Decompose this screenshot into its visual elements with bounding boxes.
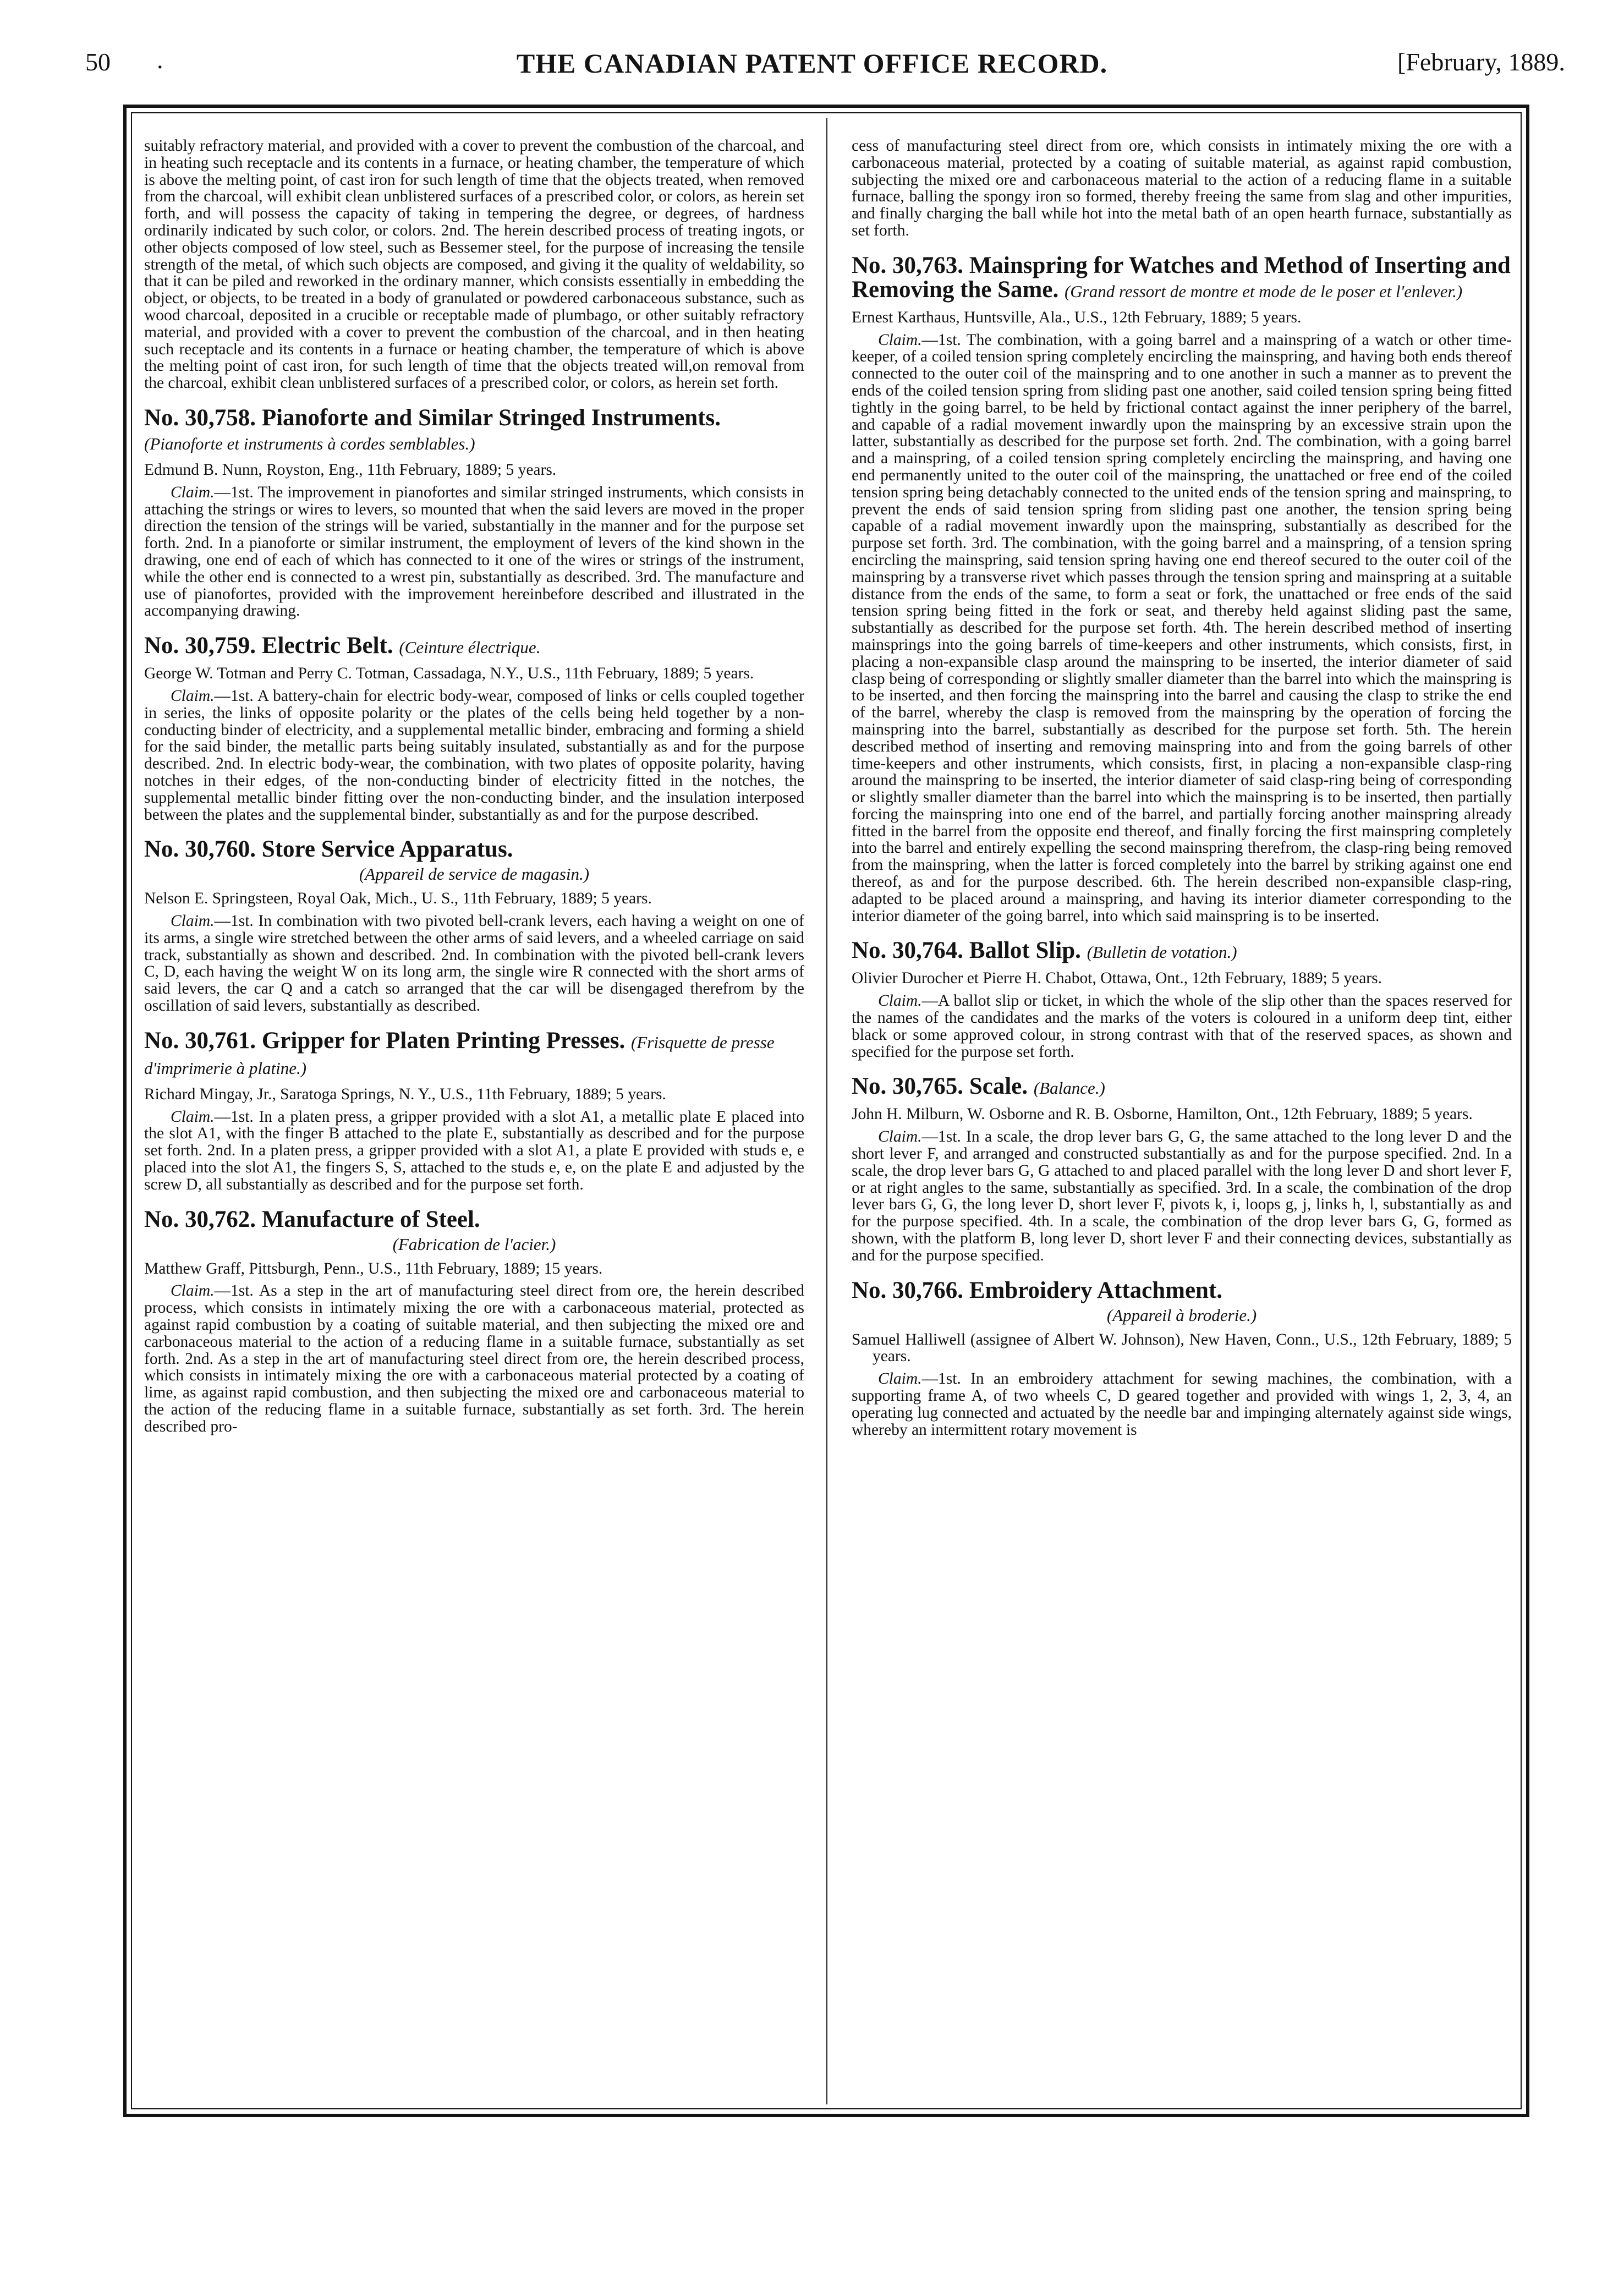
claim-text [144,1109,804,1193]
continued-claim-text: suitably refractory material, and provided with a cover to prevent the combustion of the charcoal, and in heating such receptacle and its contents in a furnace, or heating chamber, the temperature of which is above the melting point, of cast iron for such length of time that the objects treated, when removed from the charcoal, will exhibit clean unblistered surfaces of a prescribed color, or colors, as herein set forth, and will possess the capacity of taking in tempering the degree, or degrees, of hardness ordinarily indicated by such color, or colors. 2nd. The herein described process of treating ingots, or other objects composed of low steel, such as Bessemer steel, for the purpose of increasing the tensile strength of the metal, of which such objects are composed, and giving it the quality of weldability, so that it can be piled and reworked in the ordinary manner, which consists essentially in embedding the object, or objects, to be treated in a body of granulated or powdered carbonaceous substance, such as wood charcoal, deposited in a crucible or receptable made of plumbago, or other suitably refractory material, and provided with a cover to prevent the combustion of the charcoal, and in then heating such receptacle and its contents in a furnace or heating chamber, the temperature of which is above the melting point of cast iron, for such length of time that the objects treated will,on removal from the charcoal, exhibit clean unblistered surfaces of a prescribed color, or colors, as herein set forth. [144,137,804,392]
inventor-line: Edmund B. Nunn, Royston, Eng., 11th February, 1889; 5 years. [144,460,557,479]
header-separator: . [157,46,163,74]
patent-entry-30764 [852,939,1512,1060]
patent-number: No. 30,765. [852,1073,964,1100]
claim-label: Claim. [171,912,215,930]
inventor-line: Samuel Halliwell (assignee of Albert W. Johnson), New Haven, Conn., U.S., 12th February, 1889; 5 years. [852,1330,1512,1366]
french-title: (Grand ressort de montre et mode de le poser et l'enlever.) [1064,281,1463,301]
claim-label: Claim. [171,483,215,501]
patent-number: No. 30,763. [852,252,964,278]
patent-heading [852,939,1512,964]
patent-heading [144,634,804,660]
patent-title: Store Service Apparatus. [261,836,513,863]
patent-title: Pianoforte and Similar Stringed Instruments. [261,404,721,431]
claim-label: Claim. [171,687,215,705]
claim-body: —1st. A battery-chain for electric body-wear, composed of links or cells coupled together in series, the links of opposite polarity or the plates of the cells being held together by a non-conducting binder of electricity, and a supplemental metallic binder, embracing and forming a shield for the said binder, the metallic parts being suitably insulated, substantially as and for the purpose described. 2nd. In electric body-wear, the combination, with two plates of opposite polarity, having notches in their edges, of the non-conducting binder of electricity fitted in the notches, the supplemental metallic binder fitting over the non-conducting binder, and the insulation interposed between the plates and the supplemental binder, substantially as and for the purpose described. [144,687,804,824]
patent-heading [144,1029,804,1081]
patent-entry-30763 [852,254,1512,925]
claim-body: —A ballot slip or ticket, in which the whole of the slip other than the spaces reserved for the names of the candidates and the marks of the voters is coloured in a uniform deep tint, either black or some approved colour, in strong contrast with that of the reserved spaces, as shown and specified for the purpose set forth. [852,992,1512,1061]
patent-entry-30758 [144,406,804,619]
continued-claim-text: cess of manufacturing steel direct from ore, which consists in intimately mixing the ore with a carbonaceous material, protected by a coating of suitable material, as against rapid combustion, subjecting the mixed ore and carbonaceous material to the action of a reducing flame in a suitable furnace, balling the spongy iron so formed, thereby freeing the same from slag and other impurities, and finally charging the ball while hot into the metal bath of an open hearth furnace, substantially as set forth. [852,137,1512,239]
claim-text [852,332,1512,925]
patent-number: No. 30,762. [144,1206,256,1232]
patent-heading [852,1074,1512,1100]
inventor-line: Matthew Graff, Pittsburgh, Penn., U.S., 11th February, 1889; 15 years. [144,1259,603,1277]
claim-label: Claim. [878,1128,922,1146]
patent-heading [144,837,804,885]
claim-text [852,1370,1512,1438]
patent-entry-30766 [852,1279,1512,1439]
claim-text [852,1128,1512,1264]
journal-title: THE CANADIAN PATENT OFFICE RECORD. [516,48,1108,79]
inventor-line: Olivier Durocher et Pierre H. Chabot, Ottawa, Ont., 12th February, 1889; 5 years. [852,969,1382,988]
column-divider [826,118,827,2104]
patent-title: Scale. [969,1073,1028,1100]
inventor-line: Richard Mingay, Jr., Saratoga Springs, N. Y., U.S., 11th February, 1889; 5 years. [144,1085,666,1103]
patent-entry-30759 [144,634,804,823]
patent-title: Embroidery Attachment. [969,1277,1223,1303]
claim-label: Claim. [878,992,922,1010]
patent-heading [144,406,804,456]
patent-entry-30760 [144,837,804,1015]
claim-text [852,993,1512,1060]
left-column [144,138,804,1435]
page-header [0,47,1624,86]
claim-label: Claim. [878,1370,922,1388]
french-title: (Fabrication de l'acier.) [392,1234,556,1254]
patent-title: Manufacture of Steel. [261,1206,480,1232]
patent-number: No. 30,758. [144,404,256,431]
issue-date: [February, 1889. [1397,48,1565,76]
inventor-line: Nelson E. Springsteen, Royal Oak, Mich., U. S., 11th February, 1889; 5 years. [144,890,652,908]
french-title: (Appareil de service de magasin.) [359,864,590,884]
claim-body: —1st. In an embroidery attachment for sewing machines, the combination, with a supporting frame A, of two wheels C, D geared together and provided with wings 1, 2, 3, 4, an operating lug connected and actuated by the needle bar and impinging alternately against side wings, whereby an intermittent rotary movement is [852,1370,1512,1439]
claim-body: —1st. The improvement in pianofortes and similar stringed instruments, which consists in attaching the strings or wires to levers, so mounted that when the said levers are moved in the proper direction the tension of the strings will be varied, substantially in the manner and for the purpose set forth. 2nd. In a pianoforte or similar instrument, the employment of levers of the kind shown in the drawing, one end of each of which has connected to it one of the wires or strings of the instrument, while the other end is connected to a wrest pin, substantially as described. 3rd. The manufacture and use of pianofortes, provided with the improvement hereinbefore described and illustrated in the accompanying drawing. [144,483,804,620]
claim-body: —1st. In combination with two pivoted bell-crank levers, each having a weight on one of its arms, a single wire stretched between the other arms of said levers, and a wheeled carriage on said track, substantially as shown and described. 2nd. In combination with the pivoted bell-crank levers C, D, each having the weight W on its long arm, the single wire R connected with the short arms of said levers, the car Q and a catch so arranged that the car will be disengaged therefrom by the oscillation of said levers, substantially as described. [144,912,804,1015]
patent-title: Electric Belt. [261,633,393,659]
patent-number: No. 30,764. [852,937,964,964]
inventor-line: Ernest Karthaus, Huntsville, Ala., U.S., 12th February, 1889; 5 years. [852,308,1302,326]
patent-title: Mainspring for Watches and Method of Inserting and Removing the Same. [852,252,1511,303]
french-title: (Ceinture électrique. [399,638,541,657]
patent-title: Ballot Slip. [969,937,1081,964]
patent-number: No. 30,766. [852,1277,964,1303]
french-title: (Balance.) [1033,1078,1105,1098]
french-title: (Bulletin de votation.) [1087,942,1237,962]
claim-label: Claim. [171,1282,215,1300]
claim-label: Claim. [878,331,922,349]
claim-text [144,913,804,1015]
claim-text [144,1282,804,1435]
inventor-line: John H. Milburn, W. Osborne and R. B. Osborne, Hamilton, Ont., 12th February, 1889; 5 years. [852,1105,1473,1123]
patent-number: No. 30,761. [144,1027,256,1054]
inventor-line: George W. Totman and Perry C. Totman, Cassadaga, N.Y., U.S., 11th February, 1889; 5 years. [144,665,754,683]
claim-body: —1st. As a step in the art of manufacturing steel direct from ore, the herein described process, which consists in intimately mixing the ore with a carbonaceous material, protected as against rapid combustion by a coating of suitable material, and then subjecting the mixed ore and carbonaceous material to the action of a reducing flame in a suitable furnace, substantially as set forth. 2nd. As a step in the art of manufacturing steel direct from ore, the herein described process, which consists in intimately mixing the ore with a carbonaceous material protected by a coating of lime, as against rapid combustion, and then subjecting the mixed ore and carbonaceous material to the action of the reducing flame in a suitable furnace, substantially as set forth. 3rd. The herein described pro- [144,1282,804,1435]
french-title: (Appareil à broderie.) [1106,1305,1257,1325]
patent-title: Gripper for Platen Printing Presses. [261,1027,626,1054]
claim-text [144,688,804,823]
claim-body: —1st. In a scale, the drop lever bars G, G, the same attached to the long lever D and the short lever F, and arranged and constructed substantially as and for the purpose specified. 2nd. In a scale, the drop lever bars G, G attached to and placed parallel with the long lever D and short lever F, or at right angles to the same, substantially as specified. 3rd. In a scale, the combination of the drop lever bars G, G, the long lever D, short lever F, pivots k, i, loops g, j, links h, l, substantially as and for the purpose specified. 4th. In a scale, the combination of the drop lever bars G, G, formed as shown, with the platform B, long lever D, short lever F and their connecting devices, substantially as and for the purpose specified. [852,1128,1512,1264]
patent-entry-30765 [852,1074,1512,1264]
patent-number: No. 30,760. [144,836,256,863]
claim-body: —1st. The combination, with a going barrel and a mainspring of a watch or other time-keeper, of a coiled tension spring completely encircling the mainspring, and having both ends thereof connected to the outer coil of the mainspring and to one another in such a manner as to prevent the ends of the coiled tension spring from sliding past one another, said coiled tension spring being fitted tightly in the going barrel, to be held by frictional contact against the inner periphery of the barrel, and capable of a radial movement inwardly upon the mainspring by an excessive strain upon the latter, substantially as described for the purpose set forth. 2nd. The combination, with a going barrel and a mainspring, of a coiled tension spring completely encircling the mainspring, and having one end permanently united to the outer coil of the mainspring, the unattached or free end of the coiled tension spring being detachably connected to the united ends of the tension spring and mainspring, to prevent the ends of said tension spring from sliding past one another, the tension spring being capable of a radial movement inwardly upon the mainspring, substantially as described for the purpose set forth. 3rd. The combination, with the going barrel and a mainspring, of a tension spring encircling the mainspring, said tension spring having one end thereof secured to the outer coil of the mainspring by a transverse rivet which passes through the tension spring and mainspring at a suitable distance from the ends of the same, to form a seat or fork, the unattached or free ends of the said tension spring being fitted in the fork or seat, and thereby held against sliding past the same, substantially as described for the purpose set forth. 4th. The herein described method of inserting mainsprings into the going barrels of time-keepers and other instruments, which consists, first, in placing a non-expansible clasp around the mainspring to be inserted, the interior diameter of said clasp being of corresponding or slightly smaller diameter than the barrel into which the mainspring is to be inserted, and then forcing the mainspring into the barrel and causing the clasp to strike the end of the barrel, whereby the clasp is removed from the mainspring by the operation of forcing the mainspring into the barrel, substantially as described for the purpose set forth. 5th. The herein described method of inserting and removing mainspring into and from the going barrels of other time-keepers and other instruments, which consists, first, in placing a non-expansible clasp-ring around the mainspring to be inserted, the interior diameter of said clasp-ring being of corresponding or slightly smaller diameter than the barrel into which the mainspring is to be inserted, then partially forcing the mainspring into one end of the barrel, and partially forcing another mainspring already fitted in the barrel from the opposite end thereof, and finally forcing the first mainspring completely into the barrel and entirely expelling the second mainspring therefrom, the clasp-ring being removed from the mainspring, when the latter is forced completely into the barrel by striking against one end thereof, as and for the purpose described. 6th. The herein described non-expansible clasp-ring, adapted to be placed around a mainspring, and having its interior diameter corresponding to the interior diameter of the going barrel, into which said mainspring is to be inserted. [852,331,1512,925]
french-title: (Pianoforte et instruments à cordes semblables.) [144,434,475,453]
patent-entry-30762 [144,1208,804,1435]
claim-body: —1st. In a platen press, a gripper provided with a slot A1, a metallic plate E placed into the slot A1, with the finger B attached to the plate E, substantially as described and for the purpose set forth. 2nd. In a platen press, a gripper provided with a slot A1, a plate E provided with studs e, e placed into the slot A1, the fingers S, S, attached to the studs e, e, on the plate E and adjusted by the screw D, all substantially as described and for the purpose set forth. [144,1107,804,1193]
claim-label: Claim. [171,1107,215,1126]
patent-heading [852,254,1512,304]
claim-text [144,484,804,619]
patent-number: No. 30,759. [144,633,256,659]
french-title: (Frisquette de presse d'imprimerie à platine.) [144,1032,775,1078]
patent-heading [852,1279,1512,1326]
patent-entry-30761 [144,1029,804,1193]
right-column [852,138,1512,1438]
patent-heading [144,1208,804,1255]
page-number: 50 [85,48,111,76]
